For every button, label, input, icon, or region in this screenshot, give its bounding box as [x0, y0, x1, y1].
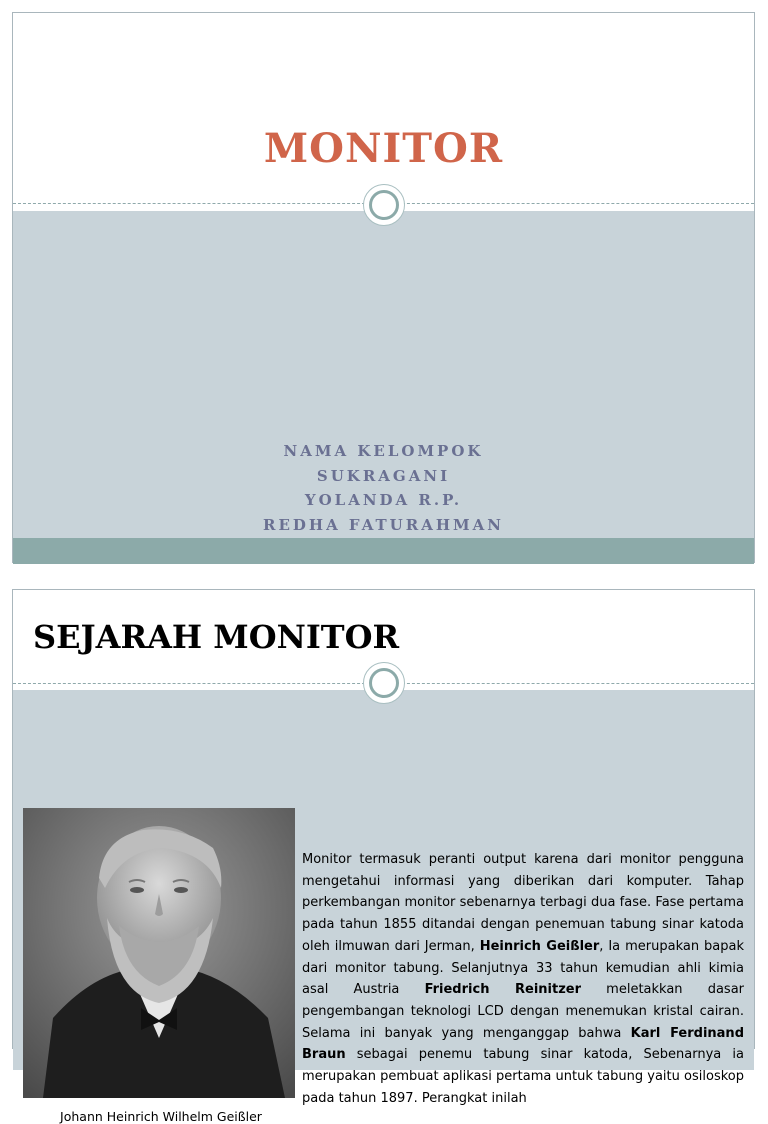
member-name: REDHA FATURAHMAN: [262, 515, 504, 534]
portrait-illustration: [23, 808, 295, 1098]
paragraph-text: meletakkan dasar pengembangan teknologi LCD dengan menemukan kristal cairan. Selama ini banyak yang menganggap bahwa: [302, 982, 745, 1041]
paragraph-text: Monitor termasuk peranti output karena dari monitor pengguna mengetahui informasi yang diberikan dari komputer. Tahap perkembangan monitor sebenarnya terbagi dua fase. Fase pertama pada tahun 1855 ditandai dengan penemuan tabung sinar katoda oleh ilmuwan dari Jerman,: [302, 852, 744, 954]
paragraph-text: sebagai penemu tabung sinar katoda, Sebenarnya ia merupakan pembuat aplikasi pertama untuk tabung yaitu osiloskop pada tahun 1897. Perangkat inilah: [302, 1047, 744, 1106]
portrait-photo: [23, 808, 295, 1098]
highlighted-name: Friedrich Reinitzer: [424, 982, 582, 998]
ring-ornament-icon: [363, 662, 405, 704]
slide-title: SEJARAH MONITOR: [33, 618, 400, 656]
paragraph-text: , Ia merupakan bapak dari monitor tabung. Selanjutnya 33 tahun kemudian ahli kimia asal Austria: [302, 938, 744, 998]
member-name: YOLANDA R.P.: [304, 491, 463, 510]
history-paragraph: [302, 849, 744, 1109]
portrait-caption: Johann Heinrich Wilhelm Geißler: [60, 1109, 262, 1124]
subtitle-area: [13, 211, 754, 538]
highlighted-name: Karl Ferdinand Braun: [302, 1025, 744, 1063]
title-area: [13, 13, 754, 205]
content-area: [13, 690, 754, 1124]
member-name: SUKRAGANI: [316, 466, 451, 485]
slide-title: MONITOR: [263, 125, 504, 172]
highlighted-name: Heinrich Geißler: [479, 938, 600, 954]
footer-band: [13, 538, 754, 564]
ring-ornament-icon: [363, 184, 405, 226]
title-slide: [12, 12, 755, 563]
member-heading: NAMA KELOMPOK: [283, 442, 484, 460]
history-slide: [12, 589, 755, 1124]
